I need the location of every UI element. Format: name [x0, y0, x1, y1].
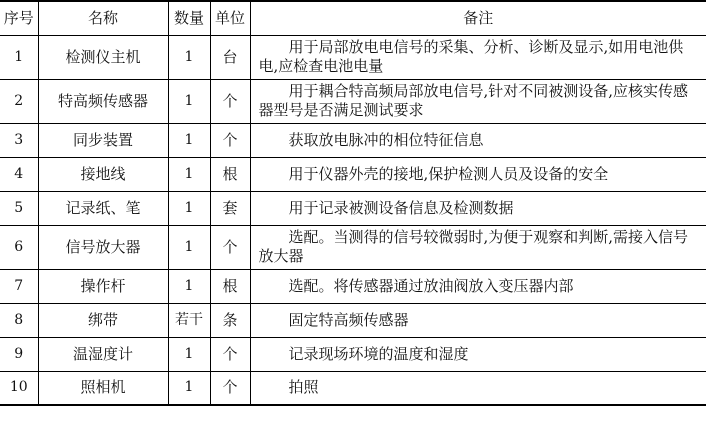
row-no: 10: [0, 371, 38, 405]
table-row: [0, 191, 706, 225]
table-row: [0, 79, 706, 123]
row-quantity: 1: [168, 79, 210, 123]
row-no: 5: [0, 191, 38, 225]
header-unit: 单位: [210, 1, 250, 35]
row-no: 2: [0, 79, 38, 123]
table-row: [0, 269, 706, 303]
row-note: 用于局部放电电信号的采集、分析、诊断及显示,如用电池供电,应检查电池电量: [250, 35, 706, 79]
row-unit: 个: [210, 371, 250, 405]
row-name: 记录纸、笔: [38, 191, 168, 225]
table-row: [0, 303, 706, 337]
table-header-row: [0, 1, 706, 35]
row-quantity: 1: [168, 371, 210, 405]
row-name: 照相机: [38, 371, 168, 405]
header-name: 名称: [38, 1, 168, 35]
header-no: 序号: [0, 1, 38, 35]
row-note: 用于仪器外壳的接地,保护检测人员及设备的安全: [250, 157, 706, 191]
table-row: [0, 337, 706, 371]
row-unit: 个: [210, 225, 250, 269]
row-no: 4: [0, 157, 38, 191]
row-no: 1: [0, 35, 38, 79]
row-note: 固定特高频传感器: [250, 303, 706, 337]
table-row: [0, 123, 706, 157]
header-note: 备注: [250, 1, 706, 35]
header-quantity: 数量: [168, 1, 210, 35]
row-quantity: 1: [168, 337, 210, 371]
row-unit: 根: [210, 157, 250, 191]
row-no: 8: [0, 303, 38, 337]
row-note: 选配。将传感器通过放油阀放入变压器内部: [250, 269, 706, 303]
row-name: 同步装置: [38, 123, 168, 157]
table-row: [0, 35, 706, 79]
row-no: 6: [0, 225, 38, 269]
row-note: 记录现场环境的温度和湿度: [250, 337, 706, 371]
row-quantity: 1: [168, 191, 210, 225]
row-unit: 根: [210, 269, 250, 303]
row-unit: 套: [210, 191, 250, 225]
row-quantity: 1: [168, 35, 210, 79]
row-quantity: 1: [168, 123, 210, 157]
row-unit: 条: [210, 303, 250, 337]
row-no: 9: [0, 337, 38, 371]
table-row: [0, 157, 706, 191]
row-quantity: 1: [168, 157, 210, 191]
row-unit: 个: [210, 79, 250, 123]
table-row: [0, 225, 706, 269]
table-row: [0, 371, 706, 405]
row-name: 温湿度计: [38, 337, 168, 371]
row-note: 用于耦合特高频局部放电信号,针对不同被测设备,应核实传感器型号是否满足测试要求: [250, 79, 706, 123]
row-name: 接地线: [38, 157, 168, 191]
row-note: 选配。当测得的信号较微弱时,为便于观察和判断,需接入信号放大器: [250, 225, 706, 269]
row-unit: 个: [210, 337, 250, 371]
row-note: 获取放电脉冲的相位特征信息: [250, 123, 706, 157]
row-name: 特高频传感器: [38, 79, 168, 123]
row-no: 3: [0, 123, 38, 157]
row-unit: 个: [210, 123, 250, 157]
row-quantity: 若干: [168, 303, 210, 337]
row-quantity: 1: [168, 225, 210, 269]
row-quantity: 1: [168, 269, 210, 303]
row-name: 检测仪主机: [38, 35, 168, 79]
row-note: 拍照: [250, 371, 706, 405]
row-note: 用于记录被测设备信息及检测数据: [250, 191, 706, 225]
row-name: 操作杆: [38, 269, 168, 303]
row-no: 7: [0, 269, 38, 303]
row-name: 信号放大器: [38, 225, 168, 269]
row-unit: 台: [210, 35, 250, 79]
row-name: 绑带: [38, 303, 168, 337]
